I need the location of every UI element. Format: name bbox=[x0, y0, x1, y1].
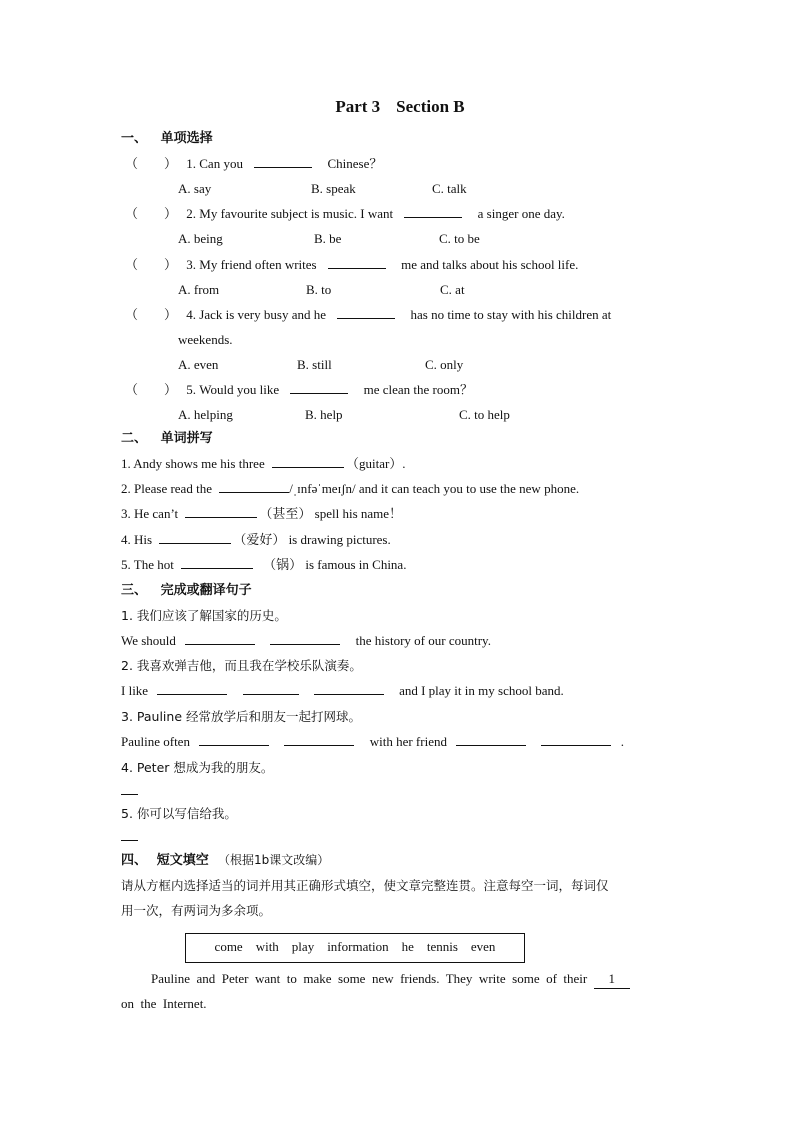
question-stem-end: me and talks about his school life. bbox=[401, 257, 579, 272]
cloze-blank-1[interactable]: 1 bbox=[594, 970, 630, 989]
option-a: A. being bbox=[178, 231, 223, 246]
answer-blank[interactable] bbox=[314, 682, 384, 695]
section-title: 单项选择 bbox=[160, 131, 213, 146]
translate-prompt-4: 4. Peter 想成为我的朋友。 bbox=[121, 760, 274, 775]
item-text: 1. Andy shows me his three bbox=[121, 456, 265, 471]
cloze-instruction-line-2: 用一次，有两词为多余项。 bbox=[121, 903, 272, 918]
answer-line[interactable] bbox=[121, 794, 138, 795]
section-label: Section B bbox=[396, 97, 465, 116]
sentence-middle: with her friend bbox=[369, 734, 447, 749]
section-heading-4 bbox=[121, 851, 329, 870]
answer-blank[interactable] bbox=[270, 632, 340, 645]
item-hint: （爱好） is drawing pictures. bbox=[233, 532, 391, 547]
option-b: B. be bbox=[314, 231, 342, 246]
translate-prompt-2: 2. 我喜欢弹吉他，而且我在学校乐队演奏。 bbox=[121, 658, 362, 673]
sentence-end: . bbox=[620, 734, 624, 749]
answer-blank[interactable] bbox=[243, 682, 299, 695]
answer-blank[interactable] bbox=[185, 632, 255, 645]
question-stem-end: me clean the room？ bbox=[363, 382, 473, 397]
answer-blank[interactable] bbox=[284, 733, 354, 746]
mc-question-2 bbox=[125, 205, 565, 223]
sentence-start: Pauline often bbox=[121, 734, 190, 749]
spelling-item-5 bbox=[121, 556, 406, 574]
question-stem-end: a singer one day. bbox=[477, 206, 565, 221]
question-stem-end: Chinese？ bbox=[327, 156, 383, 171]
item-text: 2. Please read the bbox=[121, 481, 212, 496]
item-text: 3. He can’t bbox=[121, 506, 179, 521]
spelling-item-2 bbox=[121, 480, 579, 498]
answer-blank[interactable] bbox=[328, 256, 386, 269]
option-b: B. to bbox=[306, 282, 332, 297]
section-heading-2 bbox=[121, 430, 213, 448]
section-heading-1 bbox=[121, 130, 213, 148]
section-title: 完成或翻译句子 bbox=[160, 583, 252, 598]
item-hint: /ˌɪnfəˈmeɪʃn/ and it can teach you to use the new phone. bbox=[289, 481, 580, 496]
answer-blank[interactable] bbox=[541, 733, 611, 746]
answer-blank[interactable] bbox=[157, 682, 227, 695]
option-c: C. to be bbox=[439, 231, 480, 246]
answer-blank[interactable] bbox=[290, 381, 348, 394]
answer-blank[interactable] bbox=[219, 480, 289, 493]
question-stem: 5. Would you like bbox=[186, 382, 280, 397]
answer-blank[interactable] bbox=[185, 505, 257, 518]
mc-question-5 bbox=[125, 381, 473, 399]
cloze-instruction-line-1: 请从方框内选择适当的词并用其正确形式填空，使文章完整连贯。注意每空一词，每词仅 bbox=[121, 878, 609, 893]
sentence-end: and I play it in my school band. bbox=[399, 683, 564, 698]
passage-line-2: on the Internet. bbox=[121, 996, 207, 1011]
part-label: Part 3 bbox=[335, 97, 381, 116]
option-c: C. talk bbox=[432, 181, 467, 196]
answer-blank[interactable] bbox=[181, 556, 253, 569]
spelling-item-3 bbox=[121, 505, 402, 523]
page-title bbox=[0, 98, 800, 116]
section-number: 二、 bbox=[121, 431, 148, 446]
question-stem-end: has no time to stay with his children at bbox=[410, 307, 612, 322]
item-hint: （甚至） spell his name！ bbox=[259, 506, 403, 521]
spelling-item-4 bbox=[121, 531, 391, 549]
answer-parentheses[interactable]: （ ） bbox=[125, 206, 178, 221]
item-text: 5. The hot bbox=[121, 557, 174, 572]
section-heading-3 bbox=[121, 582, 252, 600]
answer-line[interactable] bbox=[121, 840, 138, 841]
translate-answer-2 bbox=[121, 682, 564, 700]
section-note: （根据1b课文改编） bbox=[218, 853, 330, 867]
sentence-start: We should bbox=[121, 633, 176, 648]
translate-prompt-3: 3. Pauline 经常放学后和朋友一起打网球。 bbox=[121, 709, 361, 724]
mc-question-1 bbox=[125, 155, 382, 173]
answer-blank[interactable] bbox=[337, 306, 395, 319]
option-a: A. even bbox=[178, 357, 219, 372]
answer-parentheses[interactable]: （ ） bbox=[125, 307, 178, 322]
question-stem: 4. Jack is very busy and he bbox=[186, 307, 326, 322]
answer-parentheses[interactable]: （ ） bbox=[125, 156, 178, 171]
item-hint: （guitar）. bbox=[345, 456, 406, 471]
answer-blank[interactable] bbox=[254, 155, 312, 168]
section-title: 单词拼写 bbox=[160, 431, 213, 446]
section-number: 四、 bbox=[121, 853, 148, 868]
answer-blank[interactable] bbox=[456, 733, 526, 746]
section-number: 三、 bbox=[121, 583, 148, 598]
translate-prompt-5: 5. 你可以写信给我。 bbox=[121, 806, 237, 821]
sentence-start: I like bbox=[121, 683, 149, 698]
mc-question-4 bbox=[125, 306, 611, 324]
option-c: C. only bbox=[425, 357, 464, 372]
spelling-item-1 bbox=[121, 455, 406, 473]
question-stem: 2. My favourite subject is music. I want bbox=[186, 206, 394, 221]
answer-parentheses[interactable]: （ ） bbox=[125, 382, 178, 397]
translate-answer-1 bbox=[121, 632, 491, 650]
item-text: 4. His bbox=[121, 532, 153, 547]
option-c: C. at bbox=[440, 282, 465, 297]
answer-blank[interactable] bbox=[199, 733, 269, 746]
option-c: C. to help bbox=[459, 407, 510, 422]
question-stem: 1. Can you bbox=[186, 156, 243, 171]
sentence-end: the history of our country. bbox=[355, 633, 491, 648]
passage-line-1 bbox=[151, 970, 630, 989]
word-bank: come with play information he tennis even bbox=[214, 939, 496, 954]
answer-blank[interactable] bbox=[159, 531, 231, 544]
question-stem-continued: weekends. bbox=[178, 332, 233, 347]
question-stem: 3. My friend often writes bbox=[186, 257, 317, 272]
item-hint: （锅） is famous in China. bbox=[263, 557, 407, 572]
option-b: B. still bbox=[297, 357, 332, 372]
option-a: A. from bbox=[178, 282, 220, 297]
option-b: B. help bbox=[305, 407, 343, 422]
section-number: 一、 bbox=[121, 131, 148, 146]
answer-blank[interactable] bbox=[272, 455, 344, 468]
section-title: 短文填空 bbox=[156, 853, 209, 868]
mc-question-3 bbox=[125, 256, 578, 274]
translate-prompt-1: 1. 我们应该了解国家的历史。 bbox=[121, 608, 287, 623]
option-b: B. speak bbox=[311, 181, 356, 196]
option-a: A. helping bbox=[178, 407, 233, 422]
translate-answer-3 bbox=[121, 733, 624, 751]
answer-parentheses[interactable]: （ ） bbox=[125, 257, 178, 272]
option-a: A. say bbox=[178, 181, 212, 196]
answer-blank[interactable] bbox=[404, 205, 462, 218]
passage-text: Pauline and Peter want to make some new friends. They write some of their bbox=[151, 971, 588, 986]
